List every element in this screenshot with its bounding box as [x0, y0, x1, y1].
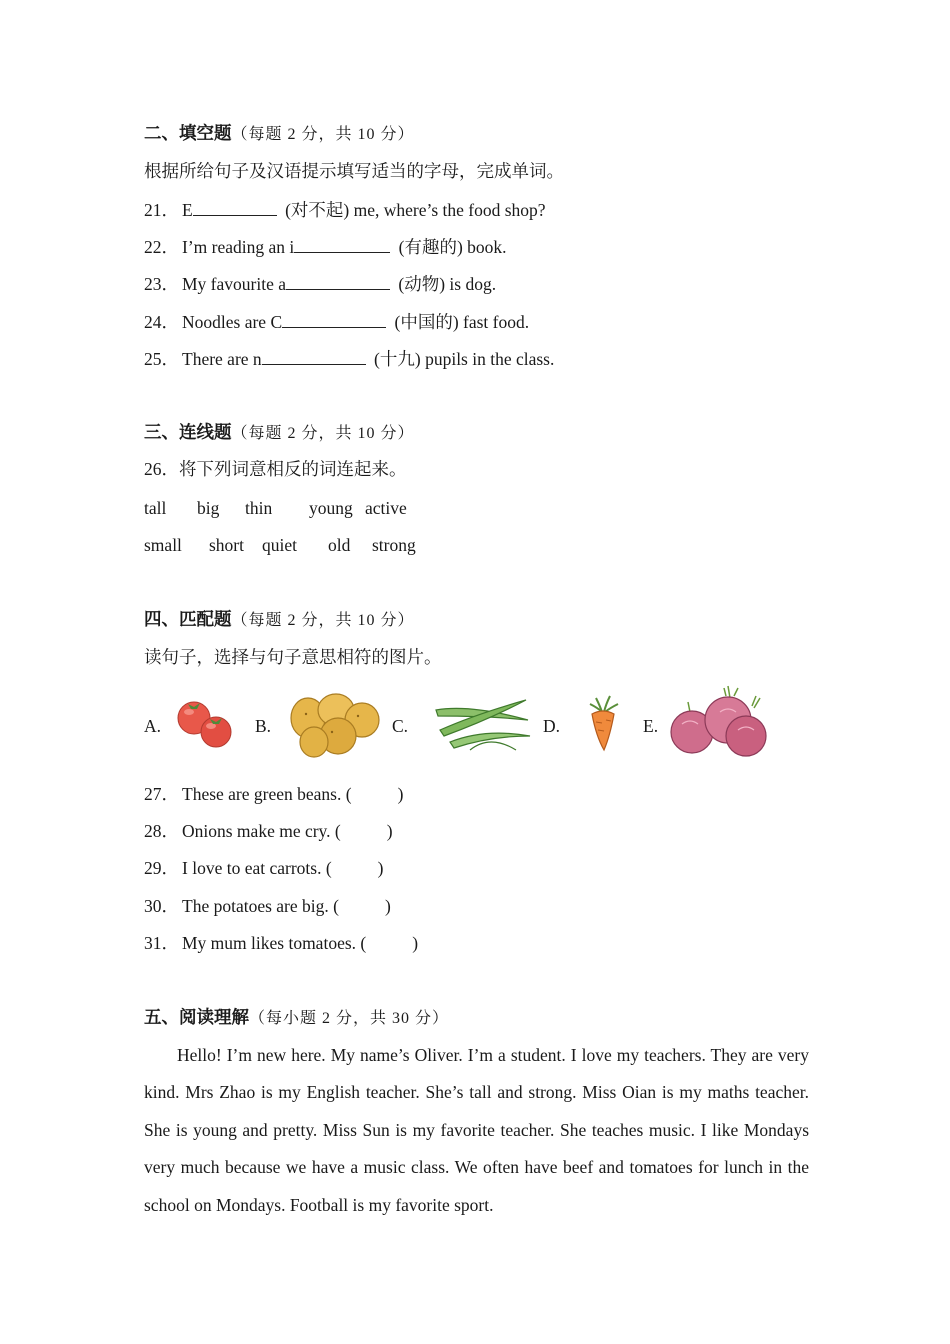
match-word[interactable]: young	[309, 498, 353, 518]
fill-item-22	[144, 235, 507, 258]
match-word[interactable]: short	[209, 535, 244, 555]
carrot-icon	[580, 694, 626, 754]
item-number: 24．	[144, 312, 179, 332]
item-number: 25．	[144, 349, 179, 369]
item-text: I love to eat carrots. (	[182, 858, 332, 878]
item-prefix: I’m reading an i	[182, 237, 295, 257]
item-text: The potatoes are big. (	[182, 896, 339, 916]
section3-heading	[144, 421, 415, 445]
match-word[interactable]: quiet	[262, 535, 297, 555]
match-item-28	[144, 820, 393, 842]
match-word[interactable]: big	[197, 498, 220, 518]
item-number: 29．	[144, 858, 179, 878]
option-a-label: A.	[144, 716, 162, 736]
answer-blank[interactable]	[286, 272, 390, 290]
reading-passage: Hello! I’m new here. My name’s Oliver. I’m a student. I love my teachers. They are very kind. Mrs Zhao is my English teacher. She’s tall and strong. Miss Oian is my maths teacher. She is young and pretty. Miss Sun is my favorite teacher. She teaches music. I like Mondays very much because we have a music class. We often have beef and tomatoes for lunch in the school on Mondays. Football is my favorite sport.	[144, 1045, 809, 1215]
fill-item-21	[144, 198, 546, 221]
match-word[interactable]: thin	[245, 498, 273, 518]
option-d-label: D.	[543, 716, 561, 736]
item-text: My mum likes tomatoes. (	[182, 933, 367, 953]
item-prefix: My favourite a	[182, 274, 286, 294]
item-prefix: Noodles are C	[182, 312, 283, 332]
answer-box[interactable]	[352, 783, 404, 805]
answer-blank[interactable]	[262, 347, 366, 365]
close-paren: )	[412, 933, 419, 953]
item-hint: (动物) is dog.	[398, 274, 497, 294]
match-item-29	[144, 857, 383, 879]
section5-title: 五、阅读理解	[144, 1007, 249, 1027]
word-row-1	[144, 497, 444, 519]
item-number: 31．	[144, 933, 179, 953]
answer-blank[interactable]	[193, 198, 277, 216]
option-e-label: E.	[643, 716, 659, 736]
answer-blank[interactable]	[282, 310, 386, 328]
close-paren: )	[397, 784, 404, 804]
match-item-27	[144, 783, 403, 805]
item-number: 22．	[144, 237, 179, 257]
answer-box[interactable]	[332, 857, 384, 879]
item-number: 21．	[144, 200, 179, 220]
match-word[interactable]: strong	[372, 535, 416, 555]
item-hint: (中国的) fast food.	[394, 312, 530, 332]
item-hint: (有趣的) book.	[398, 237, 507, 257]
section2-title: 二、填空题	[144, 123, 232, 143]
close-paren: )	[386, 821, 393, 841]
match-word[interactable]: tall	[144, 498, 167, 518]
close-paren: )	[384, 896, 391, 916]
onions-icon	[668, 684, 772, 760]
potatoes-icon	[288, 690, 382, 760]
section3-instruction: 26．将下列词意相反的词连起来。	[144, 459, 407, 479]
item-number: 28．	[144, 821, 179, 841]
option-c-label: C.	[392, 716, 409, 736]
answer-box[interactable]	[366, 932, 418, 954]
answer-box[interactable]	[341, 820, 393, 842]
section3-note: （每题 2 分，共 10 分）	[231, 425, 415, 442]
green-beans-icon	[430, 690, 534, 756]
option-b-label: B.	[255, 716, 272, 736]
fill-item-23	[144, 272, 496, 295]
match-item-30	[144, 895, 391, 917]
match-word[interactable]: small	[144, 535, 182, 555]
section4-heading	[144, 608, 415, 632]
match-word[interactable]: old	[328, 535, 351, 555]
word-row-2	[144, 534, 444, 556]
item-hint: (对不起) me, where’s the food shop?	[285, 200, 546, 220]
section2-note: （每题 2 分，共 10 分）	[231, 126, 415, 143]
fill-item-24	[144, 310, 529, 333]
item-number: 30．	[144, 896, 179, 916]
match-word[interactable]: active	[365, 498, 407, 518]
section2-heading	[144, 122, 415, 146]
item-hint: (十九) pupils in the class.	[374, 349, 555, 369]
section5-heading	[144, 1006, 449, 1030]
tomatoes-icon	[172, 698, 238, 750]
item-prefix: There are n	[182, 349, 262, 369]
section4-note: （每题 2 分，共 10 分）	[231, 612, 415, 629]
item-number: 23．	[144, 274, 179, 294]
section3-title: 三、连线题	[144, 422, 232, 442]
fill-item-25	[144, 347, 554, 370]
section2-instruction: 根据所给句子及汉语提示填写适当的字母，完成单词。	[144, 161, 564, 181]
section5-note: （每小题 2 分，共 30 分）	[249, 1010, 450, 1027]
item-number: 27．	[144, 784, 179, 804]
close-paren: )	[377, 858, 384, 878]
item-text: These are green beans. (	[182, 784, 352, 804]
section4-title: 四、匹配题	[144, 609, 232, 629]
item-prefix: E	[182, 200, 193, 220]
match-item-31	[144, 932, 418, 954]
answer-box[interactable]	[339, 895, 391, 917]
section4-instruction: 读句子，选择与句子意思相符的图片。	[144, 647, 442, 667]
answer-blank[interactable]	[294, 235, 390, 253]
item-text: Onions make me cry. (	[182, 821, 341, 841]
